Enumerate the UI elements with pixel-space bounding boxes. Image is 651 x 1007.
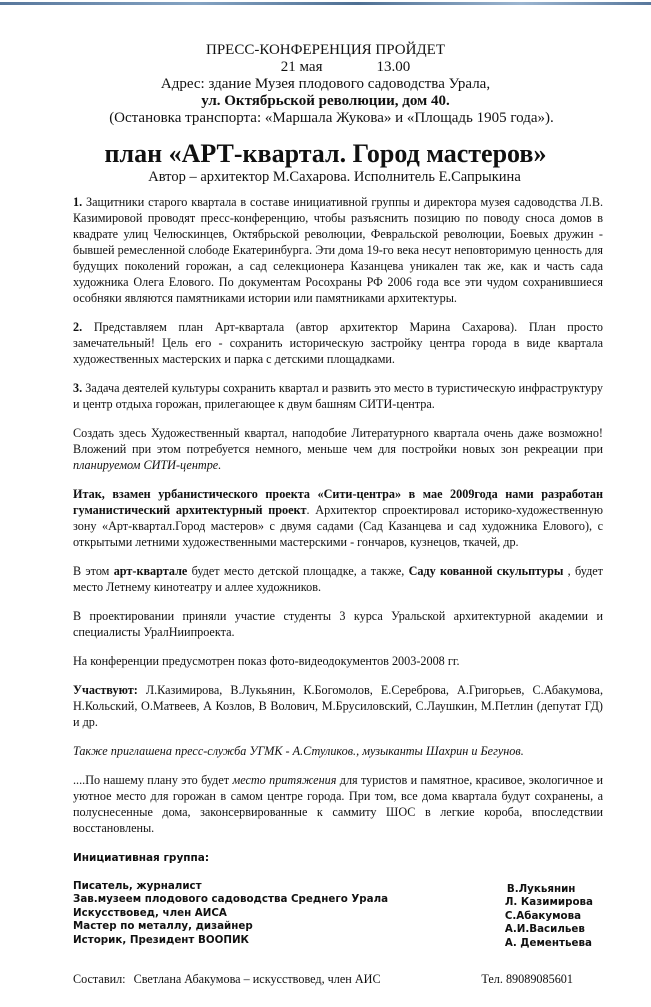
initiative-group-title: Инициативная группа: xyxy=(73,852,210,864)
paragraph-photo-video xyxy=(73,653,603,669)
paragraph-text: Задача деятелей культуры сохранить квартал и развить это место в туристическую инфраструктуру и центр отдыха горожан, прилегающее к двум башням СИТИ-центра. xyxy=(73,381,603,411)
member-name: А. Дементьева xyxy=(504,936,592,949)
paragraph-text: В этом xyxy=(73,564,114,578)
paragraph-text: Создать здесь Художественный квартал, наподобие Литературного квартала очень даже возможно! Вложений при этом потребуется немного, меньше чем для постройки новых зон рекреации при xyxy=(73,426,603,456)
paragraph-number: 3. xyxy=(73,381,83,395)
document-title: план «АРТ-квартал. Город мастеров» xyxy=(104,139,547,168)
contact-phone: Тел. 89089085601 xyxy=(481,972,573,987)
member-name: Л. Казимирова xyxy=(504,896,593,909)
paragraph-bold: Итак, взамен урбанистического проекта «Сити-центра» в мае 2009года нами разработан гуманистический архитектурный проект xyxy=(73,487,603,517)
paragraph-plan-summary xyxy=(73,772,603,836)
paragraph-art-quarter-features xyxy=(73,563,603,595)
participants-label: Участвуют: xyxy=(73,683,138,697)
press-conference-header xyxy=(0,42,651,127)
paragraph-bold: Саду кованной скульптуры xyxy=(408,564,564,578)
compiler-label: Составил: xyxy=(73,972,126,987)
date-time-line xyxy=(0,59,651,76)
paragraph-number: 1. xyxy=(73,195,83,209)
paragraph-text: На конференции предусмотрен показ фото-видеодокументов 2003-2008 гг. xyxy=(73,654,460,668)
initiative-names-list xyxy=(505,883,593,950)
role-item: Историк, Президент ВООПИК xyxy=(73,933,249,946)
paragraph-invited xyxy=(73,743,603,759)
paragraph-text: будет место детской площадке, а также, xyxy=(187,564,409,578)
paragraph-text: для туристов и памятное, красивое, экологичное и уютное место для горожан в самом центре города. При том, все дома квартала будут сохранены, а полуснесенные дома, законсервированные к саммиту ШОС в легкие короба, впоследствии восстановлены. xyxy=(73,773,603,835)
paragraph-text: ....По нашему плану это будет xyxy=(73,773,233,787)
time: 13.00 xyxy=(376,59,411,75)
document-body xyxy=(73,194,603,987)
paragraph-bold: арт-квартале xyxy=(113,564,188,578)
initiative-group xyxy=(73,880,603,950)
document-footer xyxy=(73,972,603,987)
compiler-name: Светлана Абакумова – искусствовед, член АИС xyxy=(133,972,381,987)
member-name: А.И.Васильев xyxy=(504,923,585,936)
paragraph-participants-design xyxy=(73,608,603,640)
compiler-line xyxy=(73,972,381,987)
transport-stops: (Остановка транспорта: «Маршала Жукова» и «Площадь 1905 года»). xyxy=(109,110,554,126)
street-address: ул. Октябрьской революции, дом 40. xyxy=(201,93,450,109)
paragraph-2 xyxy=(73,319,603,367)
paragraph-text: . Архитектор спроектировал историко-художественную зону «Арт-квартал.Город мастеров» с двумя садами (Сад Казанцева и сад художника Елового), с открытыми летними художественными мастерскими - гончаров, кузнецов, ткачей, др. xyxy=(73,503,603,549)
role-item: Писатель, журналист xyxy=(73,880,202,892)
role-item: Зав.музеем плодового садоводства Среднего Урала xyxy=(73,893,389,906)
member-name: С.Абакумова xyxy=(504,909,582,922)
role-item: Мастер по металлу, дизайнер xyxy=(73,920,253,933)
paragraph-3 xyxy=(73,380,603,412)
paragraph-humanistic-project xyxy=(73,486,603,550)
document-subtitle: Автор – архитектор М.Сахарова. Исполнитель Е.Сапрыкина xyxy=(148,169,521,185)
paragraph-italic: Также приглашена пресс-служба УГМК - А.Стуликов., музыканты Шахрин и Бегунов. xyxy=(73,744,524,758)
paragraph-art-quarter-possibility xyxy=(73,425,603,473)
role-item: Искусствовед, член АИСА xyxy=(73,906,227,919)
paragraph-participants xyxy=(73,682,603,730)
initiative-roles-list xyxy=(73,880,388,947)
address: Адрес: здание Музея плодового садоводства Урала, xyxy=(160,76,491,92)
paragraph-text: , будет место Летнему кинотеатру и аллее художников. xyxy=(73,564,603,594)
paragraph-text: В проектировании приняли участие студенты 3 курса Уральской архитектурной академии и специалисты УралНиипроекта. xyxy=(73,609,603,639)
date: 21 мая xyxy=(280,59,323,75)
announcement: ПРЕСС-КОНФЕРЕНЦИЯ ПРОЙДЕТ xyxy=(206,42,445,58)
paragraph-1 xyxy=(73,194,603,306)
member-name: В.Лукьянин xyxy=(506,883,576,895)
paragraph-italic: планируемом СИТИ-центре. xyxy=(73,458,222,472)
participants-list: Л.Казимирова, В.Лукьянин, К.Богомолов, Е.Сереброва, А.Григорьев, С.Абакумова, Н.Кольский, О.Матвеев, А Козлов, В Волович, М.Брусиловский, С.Лаушкин, М.Петлин (депутат ГД) и др. xyxy=(73,683,603,729)
paragraph-number: 2. xyxy=(73,320,83,334)
paragraph-text: Представляем план Арт-квартала (автор архитектор Марина Сахарова). План просто замечательный! Цель его - сохранить историческую застройку центра города в виде квартала художественных мастерских и парка с детскими площадками. xyxy=(73,320,603,366)
paragraph-italic: место притяжения xyxy=(232,773,337,787)
paragraph-text: Защитники старого квартала в составе инициативной группы и директора музея садоводства Л.В. Казимировой проводят пресс-конференцию, чтобы разъяснить позицию по поводу сноса домов в квадрате улиц Челюскинцев, Октябрьской революции, Февральской революции, Боевых дружин - бывшей ремесленной слободе Екатеринбурга. Эти дома 19-го века несут неповторимую ценность для будущих поколений горожан, а сад селекционера Казанцева уникален так же, как и часть сада художника Олега Елового. По документам Росохраны РФ 2006 года все эти чудом сохранившиеся особняки являются памятниками истории или памятниками архитектуры. xyxy=(73,195,603,305)
